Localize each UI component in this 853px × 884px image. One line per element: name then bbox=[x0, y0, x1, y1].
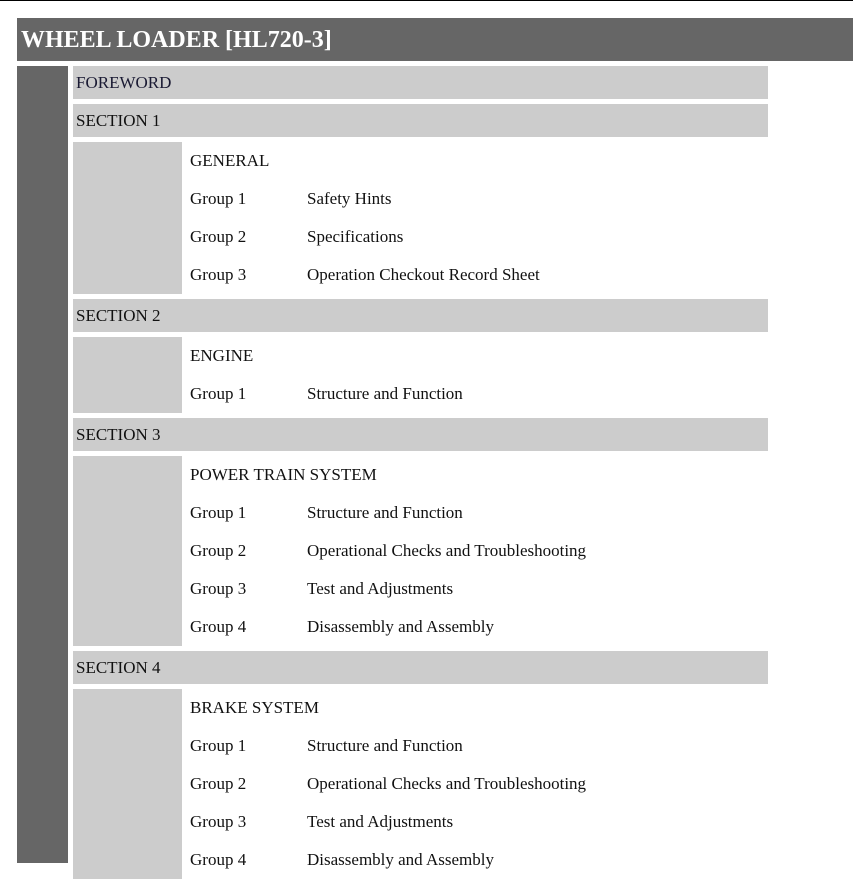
foreword-bar[interactable] bbox=[73, 66, 768, 99]
section-heading[interactable] bbox=[190, 689, 768, 727]
section-bar-3[interactable] bbox=[73, 418, 768, 451]
section-heading[interactable] bbox=[190, 337, 768, 375]
section-bar-2[interactable] bbox=[73, 299, 768, 332]
section-heading-text[interactable]: ENGINE bbox=[190, 346, 254, 365]
group-row[interactable] bbox=[190, 765, 768, 803]
title-bar bbox=[17, 18, 853, 61]
group-row[interactable] bbox=[190, 375, 768, 413]
section-heading-text[interactable]: POWER TRAIN SYSTEM bbox=[190, 465, 377, 484]
group-number[interactable]: Group 2 bbox=[190, 774, 247, 793]
group-number[interactable]: Group 4 bbox=[190, 617, 247, 636]
group-title[interactable]: Test and Adjustments bbox=[307, 812, 454, 831]
group-row[interactable] bbox=[190, 180, 768, 218]
group-row[interactable] bbox=[190, 608, 768, 646]
group-title[interactable]: Disassembly and Assembly bbox=[307, 850, 494, 869]
section-indent bbox=[73, 689, 182, 879]
group-number[interactable]: Group 1 bbox=[190, 736, 247, 755]
group-row[interactable] bbox=[190, 570, 768, 608]
section-bar-1[interactable] bbox=[73, 104, 768, 137]
group-number[interactable]: Group 1 bbox=[190, 384, 247, 403]
section-bar-4[interactable] bbox=[73, 651, 768, 684]
group-row[interactable] bbox=[190, 727, 768, 765]
foreword-link[interactable]: FOREWORD bbox=[76, 73, 172, 92]
section-body-2 bbox=[73, 337, 768, 413]
section-label[interactable]: SECTION 3 bbox=[76, 425, 161, 444]
group-title[interactable]: Safety Hints bbox=[307, 189, 392, 208]
group-row[interactable] bbox=[190, 494, 768, 532]
group-title[interactable]: Operation Checkout Record Sheet bbox=[307, 265, 540, 284]
group-number[interactable]: Group 1 bbox=[190, 503, 247, 522]
section-content bbox=[182, 456, 768, 646]
group-number[interactable]: Group 4 bbox=[190, 850, 247, 869]
section-heading[interactable] bbox=[190, 142, 768, 180]
group-title[interactable]: Structure and Function bbox=[307, 736, 463, 755]
section-heading-text[interactable]: BRAKE SYSTEM bbox=[190, 698, 319, 717]
section-content bbox=[182, 689, 768, 879]
section-body-3 bbox=[73, 456, 768, 646]
group-title[interactable]: Structure and Function bbox=[307, 503, 463, 522]
section-indent bbox=[73, 337, 182, 413]
group-number[interactable]: Group 3 bbox=[190, 812, 247, 831]
section-label[interactable]: SECTION 2 bbox=[76, 306, 161, 325]
group-row[interactable] bbox=[190, 841, 768, 879]
group-number[interactable]: Group 1 bbox=[190, 189, 247, 208]
section-body-4 bbox=[73, 689, 768, 879]
section-indent bbox=[73, 456, 182, 646]
section-label[interactable]: SECTION 4 bbox=[76, 658, 161, 677]
group-title[interactable]: Test and Adjustments bbox=[307, 579, 454, 598]
group-number[interactable]: Group 3 bbox=[190, 579, 247, 598]
group-title[interactable]: Disassembly and Assembly bbox=[307, 617, 494, 636]
page-title: WHEEL LOADER [HL720-3] bbox=[21, 27, 332, 53]
group-row[interactable] bbox=[190, 803, 768, 841]
group-number[interactable]: Group 3 bbox=[190, 265, 247, 284]
group-title[interactable]: Operational Checks and Troubleshooting bbox=[307, 541, 587, 560]
section-body-1 bbox=[73, 142, 768, 294]
group-number[interactable]: Group 2 bbox=[190, 541, 247, 560]
group-title[interactable]: Structure and Function bbox=[307, 384, 463, 403]
section-content bbox=[182, 142, 768, 294]
section-label[interactable]: SECTION 1 bbox=[76, 111, 161, 130]
section-heading-text[interactable]: GENERAL bbox=[190, 151, 270, 170]
group-title[interactable]: Specifications bbox=[307, 227, 404, 246]
group-row[interactable] bbox=[190, 256, 768, 294]
group-number[interactable]: Group 2 bbox=[190, 227, 247, 246]
group-row[interactable] bbox=[190, 532, 768, 570]
section-indent bbox=[73, 142, 182, 294]
top-rule bbox=[0, 0, 853, 1]
group-title[interactable]: Operational Checks and Troubleshooting bbox=[307, 774, 587, 793]
group-row[interactable] bbox=[190, 218, 768, 256]
table-of-contents bbox=[73, 66, 768, 884]
left-gutter bbox=[17, 66, 68, 863]
section-content bbox=[182, 337, 768, 413]
section-heading[interactable] bbox=[190, 456, 768, 494]
